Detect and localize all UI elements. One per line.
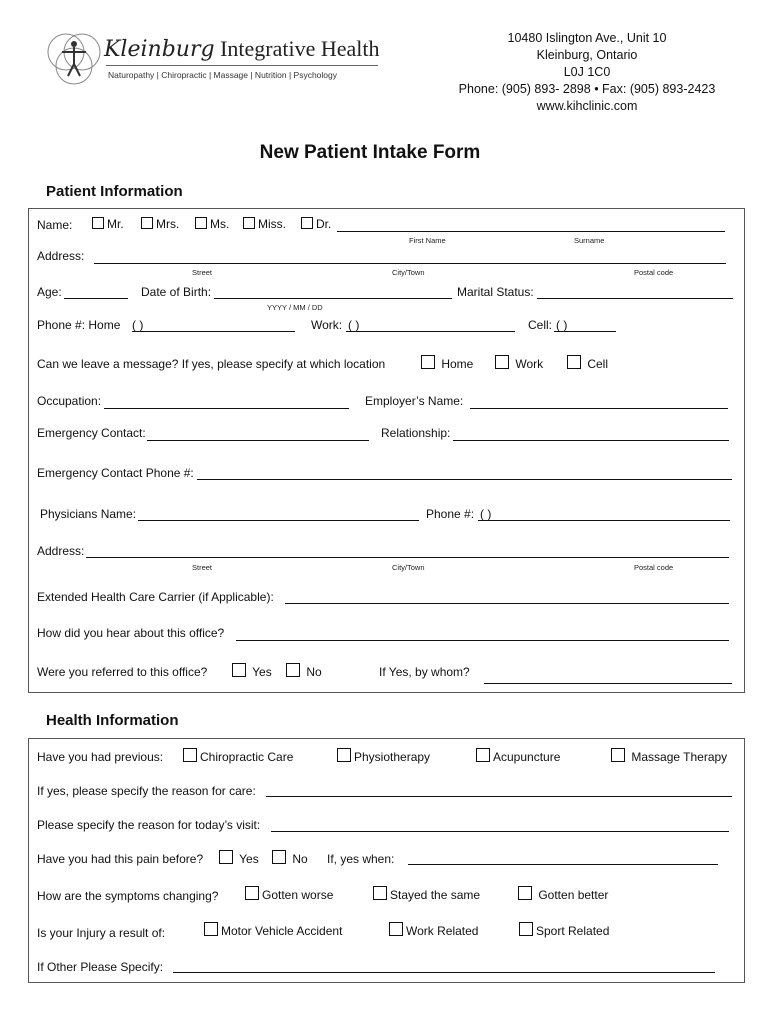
previous-massage[interactable]: Massage Therapy [611, 748, 727, 764]
checkbox-mr[interactable] [92, 217, 104, 229]
referred-no[interactable]: No [286, 663, 322, 679]
address-line-3: L0J 1C0 [563, 65, 611, 79]
checkbox-miss[interactable] [243, 217, 255, 229]
hear-field[interactable] [236, 640, 729, 641]
checkbox-same[interactable] [373, 886, 387, 900]
form-title: New Patient Intake Form [259, 142, 481, 163]
title-mr[interactable]: Mr. [92, 217, 124, 231]
checkbox-message-home[interactable] [421, 355, 435, 369]
logo-title-rest: Integrative Health [214, 36, 380, 61]
today-label: Please specify the reason for today’s visit: [37, 818, 261, 832]
age-field[interactable] [64, 298, 128, 299]
title-mrs[interactable]: Mrs. [141, 217, 179, 231]
name-label: Name: [37, 218, 73, 232]
previous-chiropractic[interactable]: Chiropractic Care [183, 748, 293, 764]
checkbox-message-cell[interactable] [567, 355, 581, 369]
symptom-same[interactable]: Stayed the same [373, 886, 480, 902]
logo-title-italic: Kleinburg [104, 37, 215, 62]
checkbox-ms[interactable] [195, 217, 207, 229]
referred-label: Were you referred to this office? [37, 665, 208, 679]
cell-phone-field[interactable] [554, 331, 616, 332]
logo-services: Naturopathy | Chiropractic | Massage | Nutrition | Psychology [108, 70, 337, 80]
message-label: Can we leave a message? If yes, please specify at which location [37, 357, 386, 371]
checkbox-mva[interactable] [204, 922, 218, 936]
physician-label: Physicians Name: [40, 507, 137, 521]
name-field[interactable] [337, 231, 725, 232]
carrier-label: Extended Health Care Carrier (if Applicable): [37, 590, 274, 604]
employer-label: Employer’s Name: [365, 394, 464, 408]
checkbox-physiotherapy[interactable] [337, 748, 351, 762]
injury-work[interactable]: Work Related [389, 922, 478, 938]
title-miss[interactable]: Miss. [243, 217, 286, 231]
pain-yes[interactable]: Yes [219, 850, 259, 866]
work-phone-label: Work: [311, 318, 343, 332]
by-whom-field[interactable] [484, 683, 732, 684]
phone-label: Phone #: Home [37, 318, 121, 332]
symptoms-label: How are the symptoms changing? [37, 889, 219, 903]
carrier-field[interactable] [285, 603, 729, 604]
checkbox-pain-yes[interactable] [219, 850, 233, 864]
address-line-1: 10480 Islington Ave., Unit 10 [507, 31, 667, 45]
patient-section-title: Patient Information [46, 183, 183, 200]
health-section-title: Health Information [46, 712, 179, 729]
message-work[interactable]: Work [495, 355, 543, 371]
injury-sport[interactable]: Sport Related [519, 922, 609, 938]
cell-area-code: ( ) [556, 318, 568, 332]
relationship-label: Relationship: [381, 426, 451, 440]
cell-phone-label: Cell: [528, 318, 553, 332]
clinic-logo [46, 28, 432, 86]
website: www.kihclinic.com [536, 99, 638, 113]
injury-mva[interactable]: Motor Vehicle Accident [204, 922, 342, 938]
dob-hint: YYYY / MM / DD [267, 303, 323, 312]
emergency-phone-label: Emergency Contact Phone #: [37, 466, 194, 480]
emergency-label: Emergency Contact: [37, 426, 146, 440]
previous-acupuncture[interactable]: Acupuncture [476, 748, 560, 764]
employer-field[interactable] [470, 408, 728, 409]
dob-field[interactable] [214, 298, 452, 299]
city-hint-2: City/Town [392, 563, 425, 572]
when-field[interactable] [408, 864, 718, 865]
relationship-field[interactable] [453, 440, 729, 441]
postal-hint-2: Postal code [634, 563, 674, 572]
symptom-better[interactable]: Gotten better [518, 886, 608, 902]
first-name-hint: First Name [409, 236, 446, 245]
other-label: If Other Please Specify: [37, 960, 164, 974]
postal-hint: Postal code [634, 268, 674, 277]
physician-address-field[interactable] [86, 557, 729, 558]
physician-phone-field[interactable] [478, 520, 730, 521]
previous-physiotherapy[interactable]: Physiotherapy [337, 748, 430, 764]
checkbox-massage[interactable] [611, 748, 625, 762]
when-label: If, yes when: [327, 852, 395, 866]
checkbox-sport-related[interactable] [519, 922, 533, 936]
dob-label: Date of Birth: [141, 285, 212, 299]
emergency-phone-field[interactable] [197, 479, 732, 480]
street-hint: Street [192, 268, 213, 277]
physician-field[interactable] [138, 520, 419, 521]
injury-label: Is your Injury a result of: [37, 926, 166, 940]
reason-label: If yes, please specify the reason for care: [37, 784, 256, 798]
pain-no[interactable]: No [272, 850, 308, 866]
checkbox-message-work[interactable] [495, 355, 509, 369]
message-cell[interactable]: Cell [567, 355, 608, 371]
physician-phone-label: Phone #: [426, 507, 475, 521]
occupation-label: Occupation: [37, 394, 102, 408]
checkbox-worse[interactable] [245, 886, 259, 900]
previous-label: Have you had previous: [37, 750, 164, 764]
home-area-code: ( ) [132, 318, 144, 332]
age-label: Age: [37, 285, 62, 299]
today-field[interactable] [271, 831, 729, 832]
reason-field[interactable] [266, 796, 732, 797]
home-phone-field[interactable] [132, 331, 295, 332]
address-field[interactable] [94, 263, 726, 264]
pain-label: Have you had this pain before? [37, 852, 204, 866]
work-area-code: ( ) [348, 318, 360, 332]
patient-info-box [28, 208, 745, 693]
clinic-address [440, 30, 734, 115]
title-dr[interactable]: Dr. [301, 217, 331, 231]
checkbox-pain-no[interactable] [272, 850, 286, 864]
street-hint-2: Street [192, 563, 213, 572]
logo-emblem-icon [46, 30, 102, 86]
title-ms[interactable]: Ms. [195, 217, 229, 231]
marital-field[interactable] [537, 298, 733, 299]
phone-fax: Phone: (905) 893- 2898 • Fax: (905) 893-2423 [458, 82, 716, 96]
emergency-field[interactable] [147, 440, 369, 441]
physician-address-label: Address: [37, 544, 85, 558]
symptom-worse[interactable]: Gotten worse [245, 886, 333, 902]
checkbox-acupuncture[interactable] [476, 748, 490, 762]
surname-hint: Surname [574, 236, 605, 245]
marital-label: Marital Status: [457, 285, 534, 299]
other-field[interactable] [173, 972, 715, 973]
referred-yes[interactable]: Yes [232, 663, 272, 679]
work-phone-field[interactable] [346, 331, 515, 332]
checkbox-referred-yes[interactable] [232, 663, 246, 677]
address-label: Address: [37, 249, 85, 263]
checkbox-chiropractic[interactable] [183, 748, 197, 762]
checkbox-work-related[interactable] [389, 922, 403, 936]
checkbox-referred-no[interactable] [286, 663, 300, 677]
city-hint: City/Town [392, 268, 425, 277]
address-line-2: Kleinburg, Ontario [536, 48, 638, 62]
checkbox-better[interactable] [518, 886, 532, 900]
message-home[interactable]: Home [421, 355, 473, 371]
checkbox-dr[interactable] [301, 217, 313, 229]
physician-area-code: ( ) [480, 507, 492, 521]
checkbox-mrs[interactable] [141, 217, 153, 229]
occupation-field[interactable] [104, 408, 349, 409]
hear-label: How did you hear about this office? [37, 626, 225, 640]
by-whom-label: If Yes, by whom? [379, 665, 470, 679]
